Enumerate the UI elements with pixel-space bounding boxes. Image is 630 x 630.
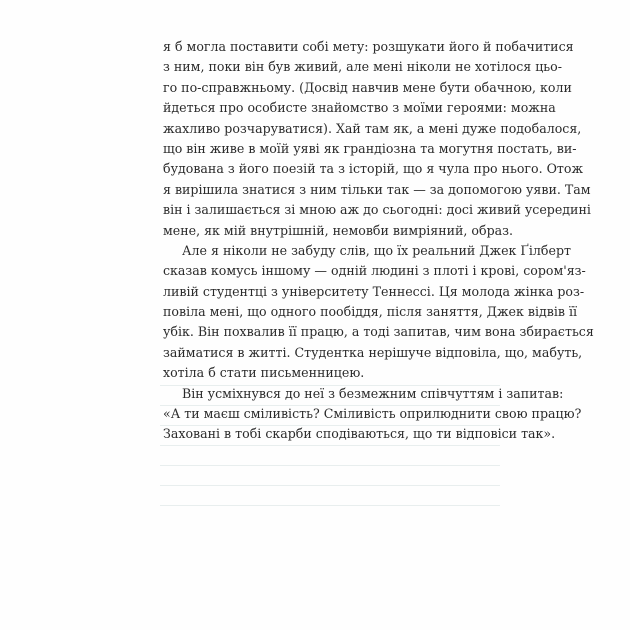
text-line: я вирішила знатися з ним тільки так — за допомогою уяви. Там <box>163 181 591 197</box>
text-line: йдеться про особисте знайомство з моїми героями: можна <box>163 100 556 116</box>
text-line: Але я ніколи не забуду слів, що їх реальний Джек Ґілберт <box>182 242 571 258</box>
text-line: жахливо розчаруватися). Хай там як, а мені дуже подобалося, <box>163 120 582 136</box>
reverse-side-bleed-through <box>160 385 582 535</box>
text-line: я б могла поставити собі мету: розшукати його й побачитися <box>163 39 574 54</box>
text-line: хотіла б стати письменницею. <box>163 365 365 381</box>
text-line: Він усміхнувся до неї з безмежним співчуттям і запитав: <box>182 385 564 401</box>
text-line: він і залишається зі мною аж до сьогодні: досі живий усередині <box>163 202 591 218</box>
text-line: займатися в житті. Студентка нерішуче відповіла, що, мабуть, <box>163 344 583 360</box>
page-text <box>163 37 594 445</box>
text-line: «А ти маєш сміливість? Сміливість оприлюднити свою працю? <box>163 406 582 422</box>
text-line: з ним, поки він був живий, але мені ніколи не хотілося цьо- <box>163 59 562 75</box>
text-line: убік. Він похвалив її працю, а тоді запитав, чим вона збирається <box>163 324 594 340</box>
text-line: го по-справжньому. (Досвід навчив мене бути обачною, коли <box>163 79 572 95</box>
text-line: Заховані в тобі скарби сподіваються, що ти відповіси так». <box>163 426 556 442</box>
paragraph-1 <box>163 37 591 241</box>
paragraph-2 <box>163 241 594 384</box>
text-line: мене, як мій внутрішній, немовби вимріяний, образ. <box>163 222 514 238</box>
text-line: сказав комусь іншому — одній людині з плоті і крові, сором'яз- <box>163 263 586 279</box>
text-line: будована з його поезій та з історій, що я чула про нього. Отож <box>163 161 584 177</box>
text-line: що він живе в моїй уяві як грандіозна та могутня постать, ви- <box>163 140 577 156</box>
text-line: ливій студентці з університету Теннессі. Ця молода жінка роз- <box>163 283 585 299</box>
text-line: повіла мені, що одного пообіддя, після заняття, Джек відвів її <box>163 304 578 320</box>
